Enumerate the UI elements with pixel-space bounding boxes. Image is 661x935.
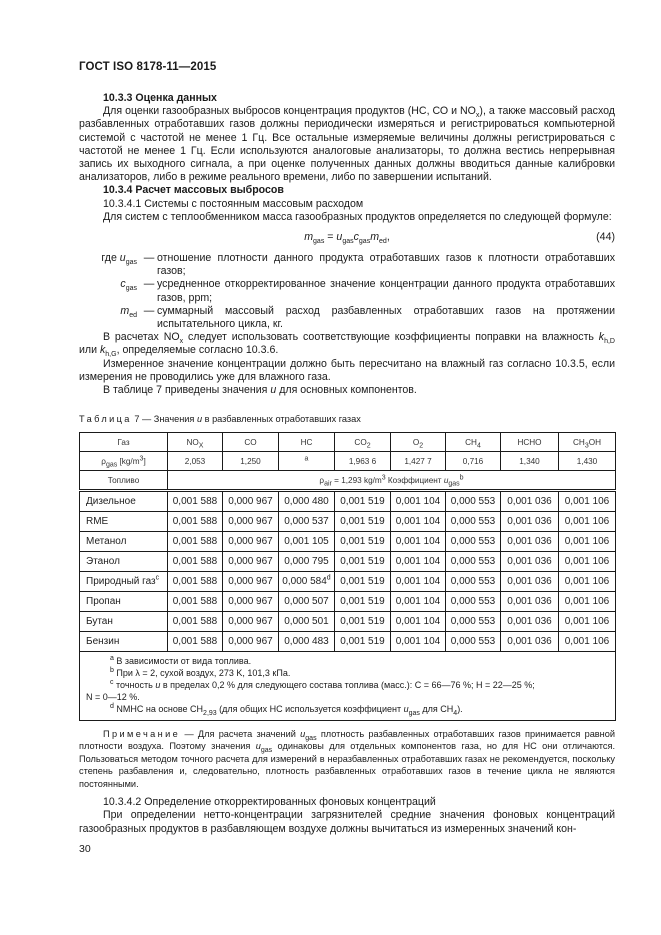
note-block <box>79 728 615 790</box>
subscript: h,G <box>105 351 117 359</box>
cell: 0,001 036 <box>501 572 559 592</box>
cell: 0,001 588 <box>168 632 223 652</box>
cell: 0,000 553 <box>446 552 501 572</box>
symbol: u <box>196 414 203 424</box>
subscript: h,D <box>604 338 615 346</box>
table-header-fuel <box>80 471 616 491</box>
cell: 0,001 519 <box>335 512 391 532</box>
cell: 0,001 588 <box>168 512 223 532</box>
table-header-density <box>80 452 616 471</box>
formula-symbol: u <box>336 231 343 244</box>
cell: 0,000 967 <box>223 572 279 592</box>
table-row <box>80 512 616 532</box>
table-caption <box>79 414 361 424</box>
cell: 0,000 483 <box>279 632 335 652</box>
cell: 0,001 588 <box>168 592 223 612</box>
cell: 0,001 106 <box>559 491 616 512</box>
cell: 0,001 104 <box>391 532 446 552</box>
formula-intro: Для систем с теплообменником масса газообразных продуктов определяется по следующей формуле: <box>103 210 612 223</box>
cell: 0,001 106 <box>559 592 616 612</box>
subscript: gas <box>125 259 137 267</box>
subscript: gas <box>125 285 137 293</box>
cell: 0,000 553 <box>446 592 501 612</box>
fuel-name: Бензин <box>80 632 168 652</box>
cell: 0,001 036 <box>501 552 559 572</box>
cell: 0,001 519 <box>335 491 391 512</box>
table-row <box>80 552 616 572</box>
paragraph-table-ref <box>79 384 615 397</box>
cell: 0,001 519 <box>335 572 391 592</box>
cell: 0,000 795 <box>279 552 335 572</box>
subscript: ed <box>379 238 387 246</box>
definition-item <box>79 278 615 304</box>
gas-label: Газ <box>80 433 168 452</box>
cell: 0,001 036 <box>501 592 559 612</box>
cell: 0,000 553 <box>446 491 501 512</box>
footnote-a: $^a$ В зависимости от вида топлива. <box>110 655 252 666</box>
text-run: 7 — Значения <box>131 414 197 424</box>
column-header: HCHO <box>501 433 559 452</box>
cell: 0,001 104 <box>391 491 446 512</box>
cell: 0,000 967 <box>223 632 279 652</box>
definition-item <box>79 305 615 331</box>
definition-text: усредненное откорректированное значение концентрации данного продукта отработавших газов, ppm; <box>157 278 615 304</box>
cell: 0,001 106 <box>559 612 616 632</box>
table-7 <box>79 432 616 721</box>
text-run: Для оценки газообразных выбросов концентрация продуктов (НС, СО и NO <box>103 105 476 118</box>
paragraph-nox-correction <box>79 331 615 357</box>
cell: 0,001 106 <box>559 532 616 552</box>
cell: 0,001 036 <box>501 491 559 512</box>
cell: 0,000 584$^d$ <box>279 572 335 592</box>
cell: 0,001 104 <box>391 632 446 652</box>
table-row <box>80 612 616 632</box>
cell: 0,000 480 <box>279 491 335 512</box>
column-header: $O_2$ <box>391 433 446 452</box>
table-row <box>80 592 616 612</box>
formula-44 <box>79 224 615 250</box>
table-row <box>80 532 616 552</box>
cell: 0,001 036 <box>501 532 559 552</box>
table-header-gas <box>80 433 616 452</box>
subsection-heading-10-3-4-2: 10.3.4.2 Определение откорректированных фоновых концентраций <box>103 796 436 808</box>
formula-tail: , <box>386 231 390 244</box>
column-header: HC <box>279 433 335 452</box>
fuel-name: Природный газ$^c$ <box>80 572 168 592</box>
cell: 0,001 519 <box>335 552 391 572</box>
cell: 0,001 104 <box>391 592 446 612</box>
text-run: ), а также массовый расход разбавленных отработавших газов должны периодически измеряться и регистрироваться компьютерной системой с частотой не менее 1 Гц. Все остальные измеряемые величины должны регистрироваться с частотой не менее 1 Гц. Если используются аналоговые анализаторы, то должна вестись непрерывная запись их выходного сигнала, а при оценке полученных данных должны вводиться данные калибровки анализаторов, либо в режиме реального времени, либо по завершении испытаний. <box>79 105 615 184</box>
density-value: 1,340 <box>501 452 559 471</box>
footnote-b: $^b$ При λ = 2, сухой воздух, 273 K, 101,3 кПа. <box>110 667 291 678</box>
cell: 0,000 967 <box>223 491 279 512</box>
cell: 0,000 967 <box>223 592 279 612</box>
note-label: Примечание <box>103 729 181 739</box>
table-footnotes <box>80 652 616 721</box>
symbol: u <box>270 384 277 397</box>
definition-symbol <box>79 305 141 331</box>
table-row <box>80 491 616 512</box>
fuel-name: Метанол <box>80 532 168 552</box>
subscript: gas <box>342 238 354 246</box>
symbol: c <box>120 278 126 291</box>
cell: 0,001 588 <box>168 552 223 572</box>
formula-number: (44) <box>596 231 615 244</box>
subscript: x <box>179 338 184 346</box>
formula-symbol: m <box>304 231 314 244</box>
cell: 0,000 553 <box>446 572 501 592</box>
paragraph-data-evaluation <box>79 105 615 184</box>
cell: 0,000 967 <box>223 612 279 632</box>
definition-item <box>79 252 615 278</box>
cell: 0,000 553 <box>446 512 501 532</box>
cell: 0,001 104 <box>391 512 446 532</box>
column-header: CO <box>223 433 279 452</box>
density-value: 1,963 6 <box>335 452 391 471</box>
fuel-span-header: $\rho_{air} = 1,293$ $kg/m^3$ Коэффициент $u_{gas}^b$ <box>168 471 616 491</box>
definition-symbol <box>79 252 141 278</box>
footnote-d: $^d$ NMHC на основе $CH_{2,93}$ (для общих НС используется коэффициент $u_{gas}$ для $CH_4$). <box>110 703 463 717</box>
cell: 0,001 588 <box>168 532 223 552</box>
where-word: где <box>101 252 120 265</box>
cell: 0,001 588 <box>168 612 223 632</box>
fuel-name: Этанол <box>80 552 168 572</box>
cell: 0,001 036 <box>501 512 559 532</box>
density-value: 1,427 7 <box>391 452 446 471</box>
formula-symbol: c <box>353 231 359 244</box>
document-header: ГОСТ ISO 8178-11—2015 <box>79 61 217 73</box>
symbol: k <box>598 331 605 344</box>
definitions-list <box>79 252 615 331</box>
definition-dash: — <box>143 304 155 317</box>
definition-text: отношение плотности данного продукта отработавших газов к плотности отработавших газов; <box>157 252 615 278</box>
cell: 0,000 507 <box>279 592 335 612</box>
cell: 0,001 036 <box>501 612 559 632</box>
cell: 0,000 553 <box>446 612 501 632</box>
paragraph-background-concentrations: При определении нетто-концентрации загрязнителей средние значения фоновых концентраций газообразных продуктов в разбавляющем воздухе должны вычитаться из измеренных значений кон- <box>79 809 615 835</box>
cell: 0,001 519 <box>335 632 391 652</box>
fuel-name: Дизельное <box>80 491 168 512</box>
cell: 0,000 501 <box>279 612 335 632</box>
text-run: в разбавленных отработавших газах <box>202 414 361 424</box>
symbol: u <box>119 252 126 265</box>
cell: 0,000 553 <box>446 632 501 652</box>
subscript: x <box>475 112 480 120</box>
cell: 0,001 106 <box>559 512 616 532</box>
table-row <box>80 632 616 652</box>
cell: 0,001 106 <box>559 552 616 572</box>
column-header: $CH_4$ <box>446 433 501 452</box>
note-paragraph: Примечание — Для расчета значений $u_{gas}$ плотность разбавленных отработавших газов принимается равной плотности воздуха. Поэтому значения $u_{gas}$ одинаковы для отдельных компонентов газа, но для НС они отличаются. Пользоваться методом точного расчета для измерений в неразбавленных отработавших газах не рекомендуется, поскольку степень разбавления и, следовательно, плотность разбавленных отработавших газов в течение цикла не являются постоянными. <box>79 729 615 789</box>
text-run: или <box>79 344 100 357</box>
cell: 0,000 967 <box>223 512 279 532</box>
paragraph-wet-gas: Измеренное значение концентрации должно быть пересчитано на влажный газ согласно 10.3.5, если измерения не проводились уже для влажного газа. <box>79 357 615 383</box>
fuel-name: Пропан <box>80 592 168 612</box>
column-header: $CO_2$ <box>335 433 391 452</box>
section-heading-10-3-3: 10.3.3 Оценка данных <box>103 92 217 104</box>
table-footnotes-row <box>80 652 616 721</box>
cell: 0,001 105 <box>279 532 335 552</box>
density-value: 2,053 <box>168 452 223 471</box>
cell: 0,001 588 <box>168 572 223 592</box>
density-value: 1,430 <box>559 452 616 471</box>
definition-symbol <box>79 278 141 304</box>
definition-dash: — <box>143 278 155 291</box>
text-run: для основных компонентов. <box>276 384 417 397</box>
cell: 0,001 104 <box>391 552 446 572</box>
symbol: k <box>99 344 106 357</box>
column-header: $NO_X$ <box>168 433 223 452</box>
table-row <box>80 572 616 592</box>
cell: 0,001 106 <box>559 572 616 592</box>
cell: 0,001 104 <box>391 572 446 592</box>
footnote-c-continued: N = 0—12 %. <box>86 692 140 702</box>
cell: 0,001 104 <box>391 612 446 632</box>
cell: 0,001 519 <box>335 612 391 632</box>
cell: 0,000 537 <box>279 512 335 532</box>
cell: 0,001 519 <box>335 532 391 552</box>
main-text <box>79 92 615 397</box>
density-value: 1,250 <box>223 452 279 471</box>
subsection-heading-10-3-4-1: 10.3.4.1 Системы с постоянным массовым расходом <box>103 197 364 210</box>
definition-text: суммарный массовый расход разбавленных отработавших газов на протяжении испытательного цикла, кг. <box>157 304 615 331</box>
cell: 0,000 553 <box>446 532 501 552</box>
fuel-name: Бутан <box>80 612 168 632</box>
subscript: gas <box>313 238 325 246</box>
text-run: , определяемые согласно 10.3.6. <box>116 344 279 357</box>
caption-label: Таблица <box>79 414 132 424</box>
cell: 0,000 967 <box>223 552 279 572</box>
cell: 0,000 967 <box>223 532 279 552</box>
footnote-c: $^c$ точность u в пределах 0,2 % для следующего состава топлива (масс.): C = 66—76 %; H = 22—25 %; <box>110 679 535 690</box>
cell: 0,001 588 <box>168 491 223 512</box>
density-value: 0,716 <box>446 452 501 471</box>
column-header: $CH_3OH$ <box>559 433 616 452</box>
subscript: ed <box>129 311 137 319</box>
text-run: следует использовать соответствующие коэффициенты поправки на влажность <box>183 331 599 344</box>
symbol: m <box>120 304 130 317</box>
formula-equals: = <box>324 231 337 244</box>
definition-dash: — <box>143 252 155 265</box>
page-number: 30 <box>79 843 91 855</box>
cell: 0,001 106 <box>559 632 616 652</box>
section-10-3-4-2 <box>79 796 615 836</box>
fuel-label: Топливо <box>80 471 168 491</box>
formula-symbol: m <box>370 231 380 244</box>
cell: 0,001 036 <box>501 632 559 652</box>
text-run: В таблице 7 приведены значения <box>103 384 271 397</box>
subscript: gas <box>358 238 371 246</box>
fuel-name: RME <box>80 512 168 532</box>
cell: 0,001 519 <box>335 592 391 612</box>
density-value: a <box>279 452 335 471</box>
section-heading-10-3-4: 10.3.4 Расчет массовых выбросов <box>103 184 284 197</box>
density-label: $\rho_{gas}$ $[kg/m^3]$ <box>80 452 168 471</box>
text-run: В расчетах NO <box>103 331 180 344</box>
